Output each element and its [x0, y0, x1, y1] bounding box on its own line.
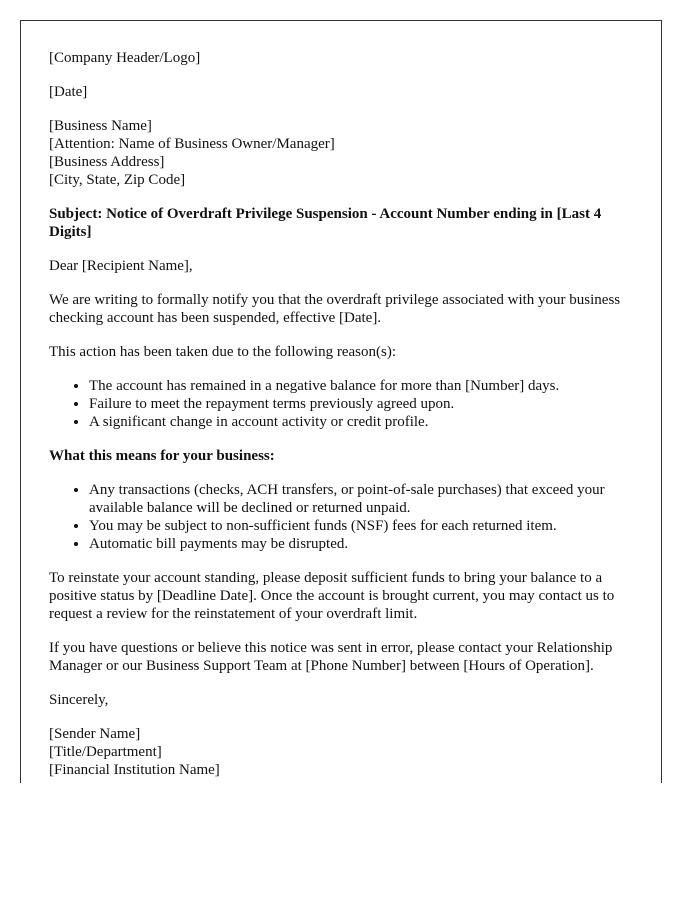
- intro-paragraph: We are writing to formally notify you that the overdraft privilege associated with your business checking account has been suspended, effective [Date].: [49, 292, 621, 326]
- list-item: • You may be subject to non-sufficient funds (NSF) fees for each returned item.: [89, 517, 632, 535]
- signature-line: [Title/Department]: [49, 744, 162, 760]
- signature-line: [Financial Institution Name]: [49, 762, 220, 778]
- letter-date: [Date]: [49, 84, 88, 100]
- reasons-list: [49, 377, 632, 431]
- signature-line: [Sender Name]: [49, 726, 141, 742]
- list-item: • A significant change in account activity or credit profile.: [89, 413, 632, 431]
- salutation: Dear [Recipient Name],: [49, 258, 193, 274]
- recipient-line: [Attention: Name of Business Owner/Manager]: [49, 136, 335, 152]
- recipient-line: [Business Name]: [49, 118, 152, 134]
- letter: [20, 20, 662, 783]
- means-heading: What this means for your business:: [49, 448, 275, 464]
- closing: Sincerely,: [49, 692, 109, 708]
- subject-line: Subject: Notice of Overdraft Privilege Suspension - Account Number ending in [Last 4 Digits]: [49, 206, 602, 240]
- recipient-line: [Business Address]: [49, 154, 165, 170]
- questions-paragraph: If you have questions or believe this notice was sent in error, please contact your Relationship Manager or our Business Support Team at [Phone Number] between [Hours of Operation].: [49, 640, 613, 674]
- reasons-intro: This action has been taken due to the following reason(s):: [49, 344, 396, 360]
- recipient-line: [City, State, Zip Code]: [49, 172, 186, 188]
- list-item: • Automatic bill payments may be disrupted.: [89, 535, 632, 553]
- list-item: • Any transactions (checks, ACH transfers, or point-of-sale purchases) that exceed your available balance will be declined or returned unpaid.: [89, 481, 632, 517]
- recipient-block: [49, 117, 632, 189]
- signature-block: [49, 725, 632, 779]
- reinstate-paragraph: To reinstate your account standing, please deposit sufficient funds to bring your balance to a positive status by [Deadline Date]. Once the account is brought current, you may contact us to request a review for the reinstatement of your overdraft limit.: [49, 570, 615, 622]
- means-list: [49, 481, 632, 553]
- list-item: • The account has remained in a negative balance for more than [Number] days.: [89, 377, 632, 395]
- company-header: [Company Header/Logo]: [49, 50, 201, 66]
- list-item: • Failure to meet the repayment terms previously agreed upon.: [89, 395, 632, 413]
